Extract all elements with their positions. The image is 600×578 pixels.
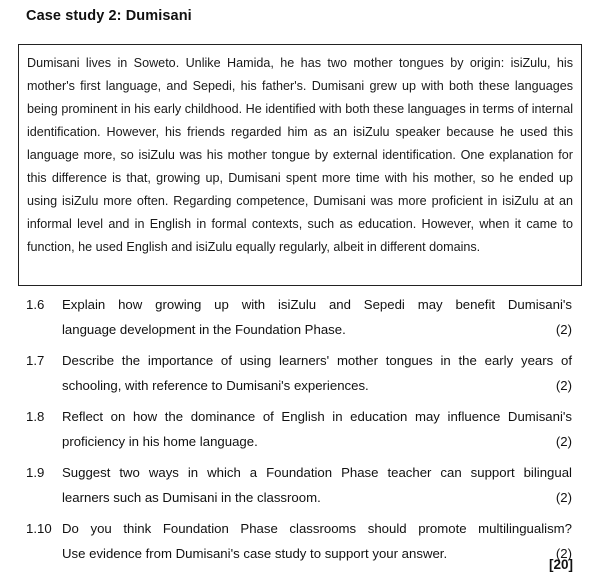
question-text: Do you think Foundation Phase classrooms should promote multilingualism? [62, 521, 572, 536]
question-item [26, 292, 574, 342]
question-text: Explain how growing up with isiZulu and Sepedi may benefit Dumisani's [62, 297, 572, 312]
question-body [62, 348, 574, 398]
case-study-text: Dumisani lives in Soweto. Unlike Hamida, he has two mother tongues by origin: isiZulu, his mother's first language, and Sepedi, his father's. Dumisani grew up with both these languages being prominent in his early childhood. He identified with both these languages in terms of internal identification. However, his friends regarded him as an isiZulu speaker because he used this language more, so isiZulu was his mother tongue by external identification. One explanation for this difference is that, growing up, Dumisani spent more time with his mother, so he ended up using isiZulu more often. Regarding competence, Dumisani was more proficient in isiZulu at an informal level and in English in formal contexts, such as education. However, when it came to function, he used English and isiZulu equally regularly, albeit in different domains. [27, 56, 573, 254]
question-text-continued [62, 485, 572, 510]
question-text-continued [62, 541, 572, 566]
question-text: language development in the Foundation Phase. [62, 322, 346, 337]
question-number: 1.7 [26, 353, 45, 368]
question-marks: (2) [555, 490, 572, 505]
question-text: schooling, with reference to Dumisani's experiences. [62, 378, 369, 393]
question-body [62, 404, 574, 454]
question-marks: (2) [555, 434, 572, 449]
question-number: 1.6 [26, 297, 45, 312]
question-text-continued [62, 429, 572, 454]
question-number: 1.8 [26, 409, 45, 424]
question-number: 1.10 [26, 521, 52, 536]
question-marks: (2) [555, 546, 572, 561]
question-body [62, 292, 574, 342]
question-item [26, 404, 574, 454]
question-body [62, 460, 574, 510]
question-text: Describe the importance of using learners' mother tongues in the early years of [62, 353, 572, 368]
question-text: proficiency in his home language. [62, 434, 258, 449]
question-text: Reflect on how the dominance of English in education may influence Dumisani's [62, 409, 572, 424]
question-text: Use evidence from Dumisani's case study to support your answer. [62, 546, 448, 561]
question-number: 1.9 [26, 465, 45, 480]
question-marks: (2) [555, 322, 572, 337]
question-text: Suggest two ways in which a Foundation Phase teacher can support bilingual [62, 465, 572, 480]
question-text: learners such as Dumisani in the classroom. [62, 490, 321, 505]
case-study-title: Case study 2: Dumisani [26, 8, 192, 24]
question-item [26, 460, 574, 510]
question-body [62, 516, 574, 566]
case-study-box [18, 44, 582, 286]
total-marks: [20] [548, 557, 573, 572]
question-text-continued [62, 317, 572, 342]
question-list [26, 292, 574, 572]
question-item [26, 516, 574, 566]
question-marks: (2) [555, 378, 572, 393]
question-text-continued [62, 373, 572, 398]
question-item [26, 348, 574, 398]
